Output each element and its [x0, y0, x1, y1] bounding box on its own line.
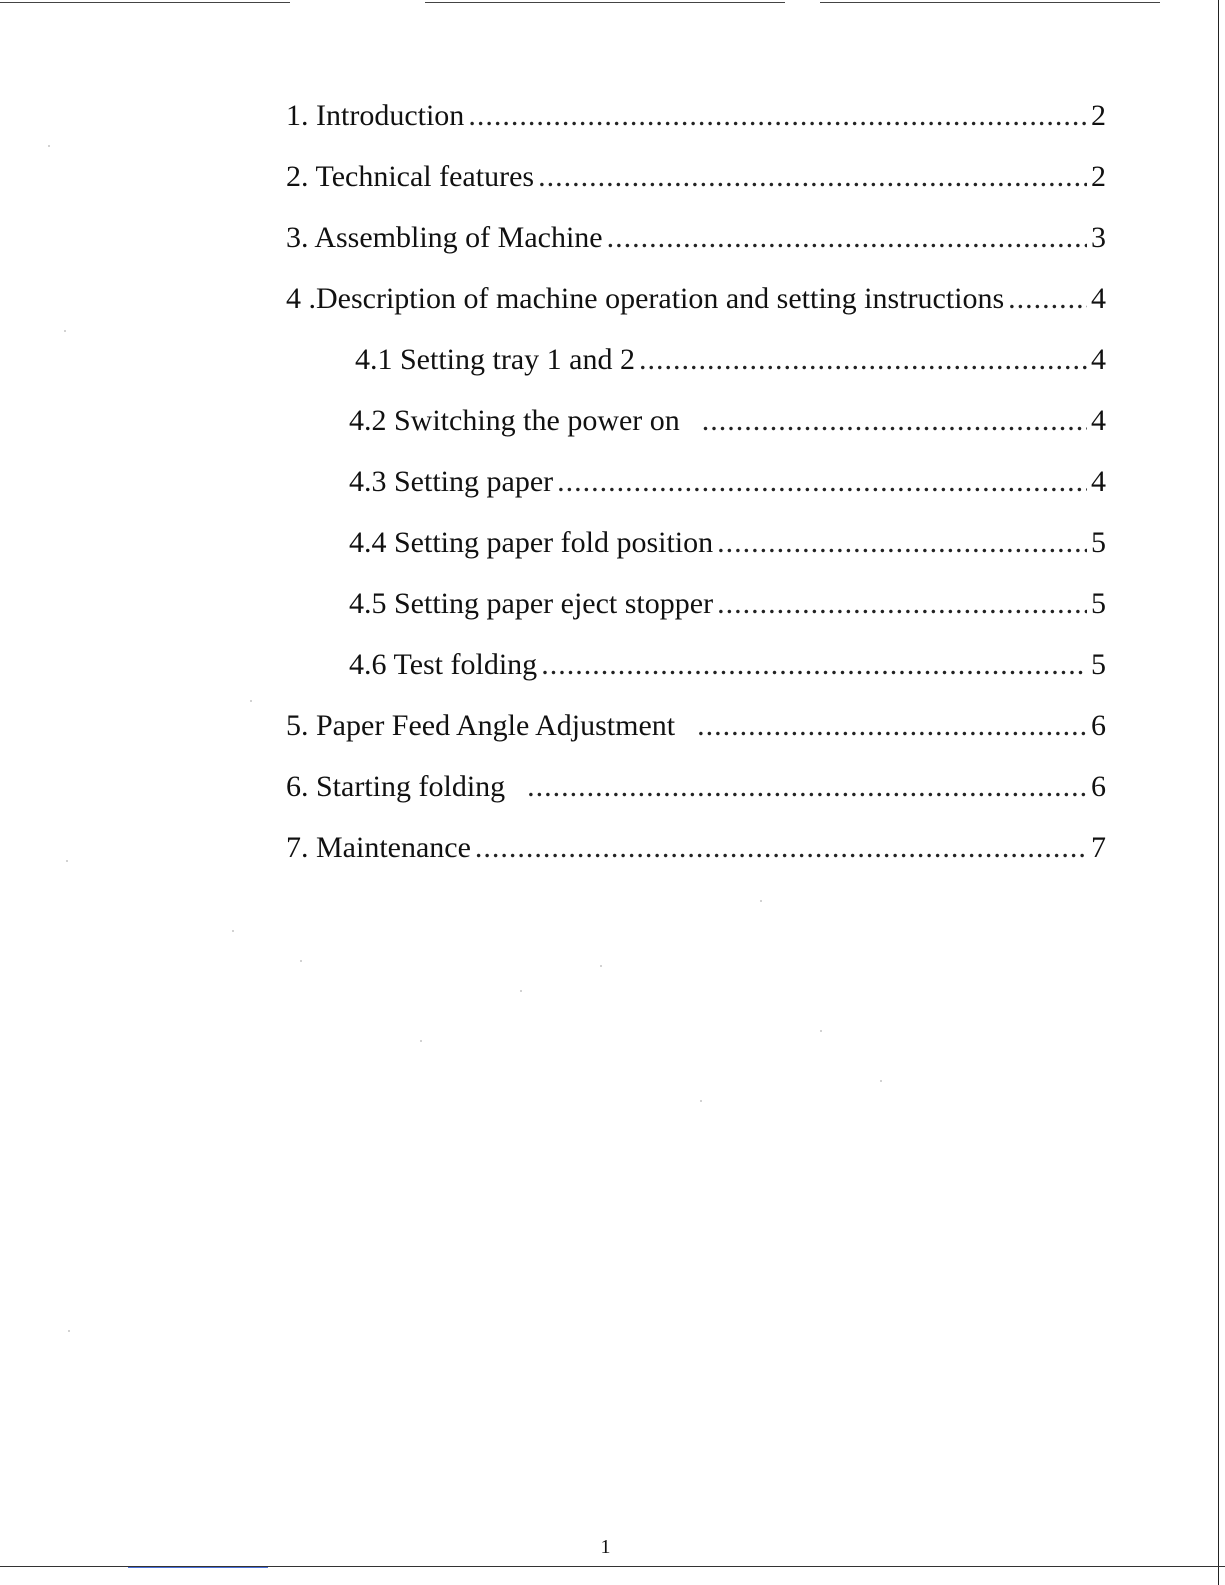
toc-entry-page: 4 [1091, 404, 1106, 437]
toc-entry-page: 5 [1091, 648, 1106, 681]
page-number-text: 1 [600, 1536, 611, 1558]
scan-edge-top-middle [425, 2, 785, 3]
speckle [600, 965, 602, 967]
toc-entry-title: 4.6 Test folding [349, 648, 538, 681]
speckle [520, 990, 522, 992]
scan-edge-top-left [0, 2, 290, 3]
toc-entry-page: 4 [1091, 282, 1106, 315]
toc-dot-leader [639, 336, 1087, 384]
toc-dot-leader [1008, 275, 1087, 323]
toc-entry-test-folding[interactable] [286, 641, 1106, 702]
speckle [68, 1330, 70, 1332]
toc-entry-page: 3 [1091, 221, 1106, 254]
speckle [48, 145, 50, 147]
toc-entry-page: 6 [1091, 709, 1106, 742]
speckle [760, 900, 762, 902]
toc-entry-title: 4 .Description of machine operation and setting instructions [286, 282, 1005, 315]
toc-entry-page: 5 [1091, 587, 1106, 620]
toc-entry-introduction[interactable] [286, 92, 1106, 153]
toc-dot-leader [717, 580, 1087, 628]
toc-entry-page: 7 [1091, 831, 1106, 864]
toc-entry-fold-position[interactable] [286, 519, 1106, 580]
toc-entry-title: 1. Introduction [286, 99, 465, 132]
toc-entry-title: 4.3 Setting paper [349, 465, 554, 498]
speckle [300, 960, 302, 962]
toc-entry-title: 4.1 Setting tray 1 and 2 [355, 343, 635, 376]
toc-entry-title: 2. Technical features [286, 160, 535, 193]
toc-entry-title: 5. Paper Feed Angle Adjustment [286, 709, 676, 742]
speckle [250, 700, 252, 702]
toc-entry-setting-paper[interactable] [286, 458, 1106, 519]
toc-dot-leader [538, 153, 1087, 201]
speckle [232, 930, 234, 932]
toc-entry-assembling[interactable] [286, 214, 1106, 275]
toc-entry-starting-folding[interactable] [286, 763, 1106, 824]
scan-edge-right [1218, 0, 1219, 1585]
toc-entry-page: 2 [1091, 99, 1106, 132]
toc-entry-page: 2 [1091, 160, 1106, 193]
toc-entry-maintenance[interactable] [286, 824, 1106, 885]
toc-entry-title: 3. Assembling of Machine [286, 221, 603, 254]
toc-entry-description[interactable] [286, 275, 1106, 336]
toc-dot-leader [607, 214, 1087, 262]
scan-edge-top-right [820, 2, 1160, 3]
toc-entry-page: 5 [1091, 526, 1106, 559]
table-of-contents [286, 92, 1106, 885]
toc-entry-switching-power[interactable] [286, 397, 1106, 458]
speckle [700, 1100, 702, 1102]
page-number [0, 1536, 1225, 1559]
toc-dot-leader [475, 824, 1087, 872]
speckle [64, 330, 66, 332]
speckle [420, 1040, 422, 1042]
toc-dot-leader [527, 763, 1087, 811]
toc-dot-leader [557, 458, 1087, 506]
toc-entry-title: 4.2 Switching the power on [349, 404, 680, 437]
toc-dot-leader [697, 702, 1087, 750]
toc-entry-feed-angle[interactable] [286, 702, 1106, 763]
toc-entry-setting-tray[interactable] [286, 336, 1106, 397]
toc-entry-title: 6. Starting folding [286, 770, 506, 803]
scan-edge-bottom-blue [128, 1567, 268, 1568]
toc-entry-page: 4 [1091, 465, 1106, 498]
toc-entry-page: 6 [1091, 770, 1106, 803]
speckle [880, 1080, 882, 1082]
toc-entry-technical-features[interactable] [286, 153, 1106, 214]
toc-entry-title: 7. Maintenance [286, 831, 471, 864]
speckle [66, 860, 68, 862]
toc-entry-page: 4 [1091, 343, 1106, 376]
toc-entry-title: 4.5 Setting paper eject stopper [349, 587, 714, 620]
speckle [820, 1030, 822, 1032]
toc-dot-leader [702, 397, 1087, 445]
toc-dot-leader [468, 92, 1087, 140]
toc-dot-leader [717, 519, 1087, 567]
toc-entry-title: 4.4 Setting paper fold position [349, 526, 714, 559]
toc-entry-eject-stopper[interactable] [286, 580, 1106, 641]
toc-dot-leader [541, 641, 1087, 689]
